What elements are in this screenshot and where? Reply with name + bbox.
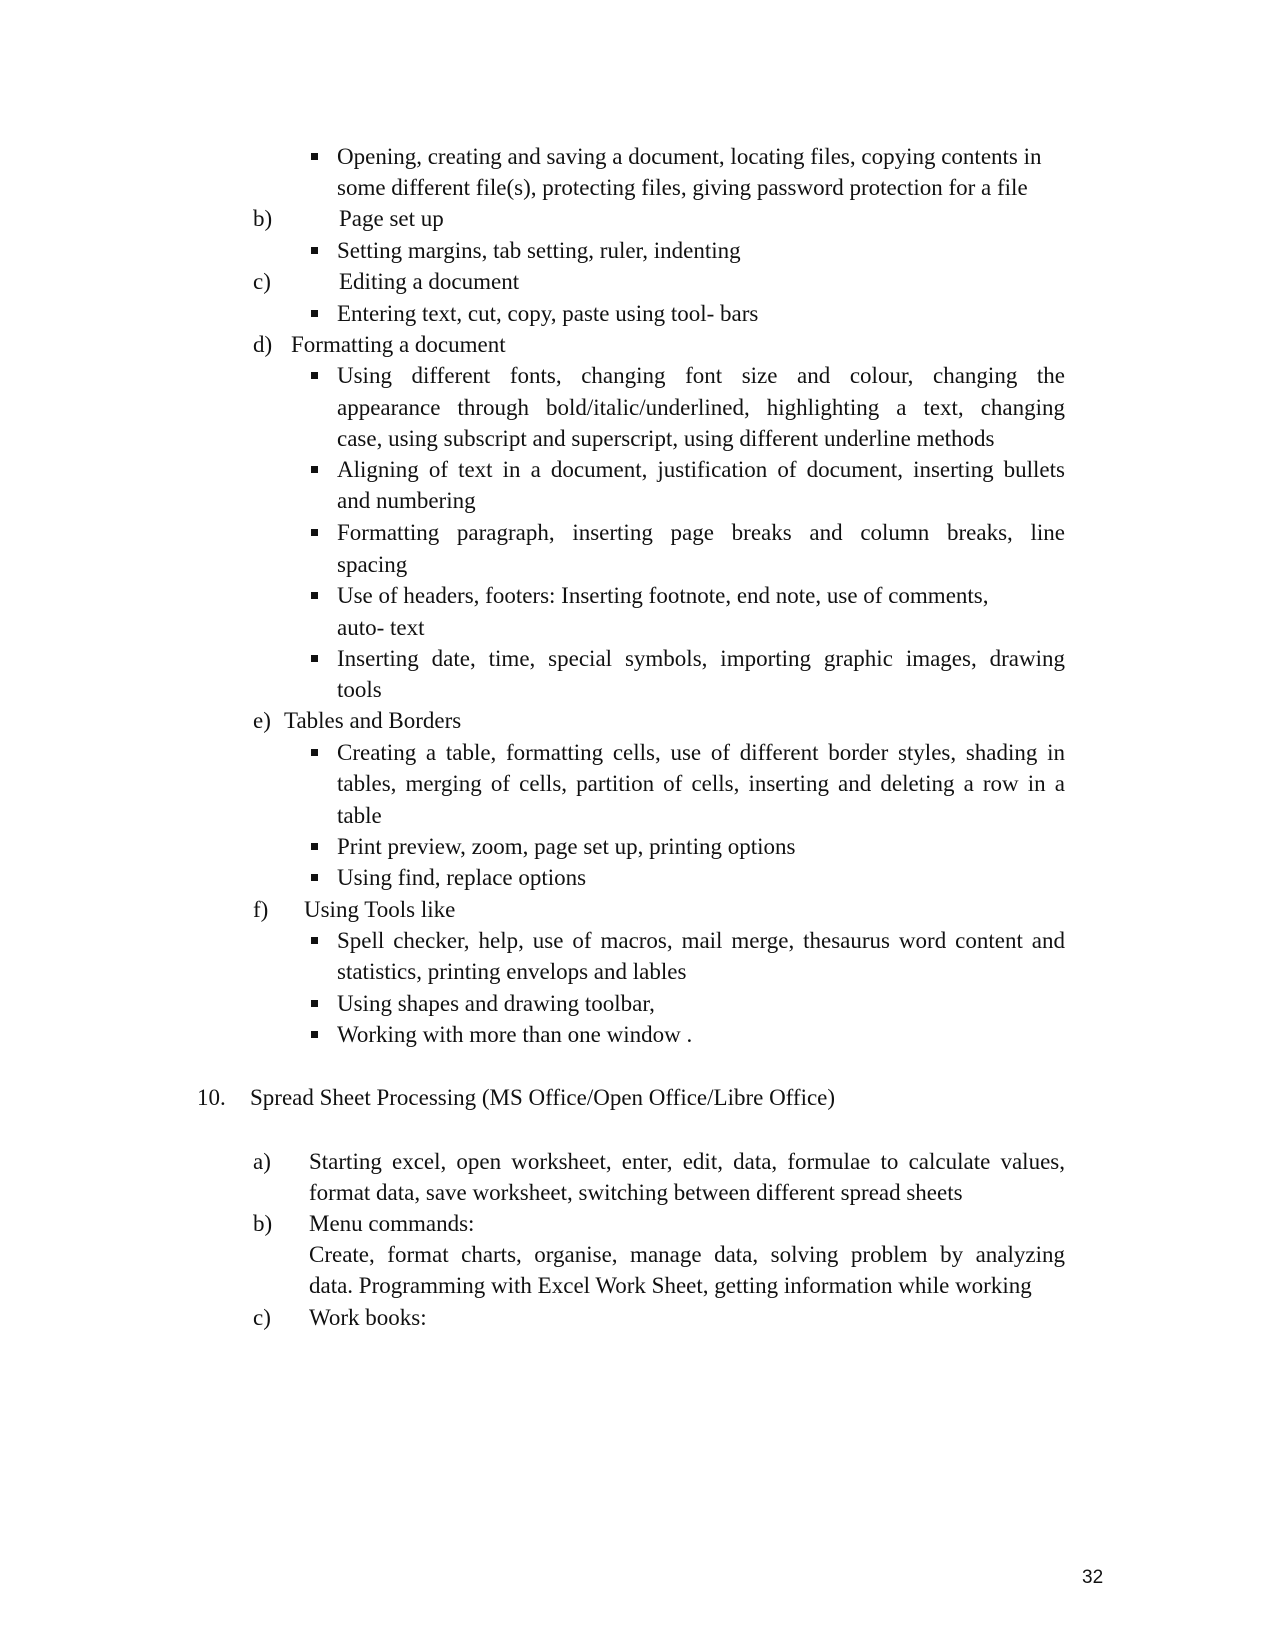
- bullet-text-line: Formatting paragraph, inserting page breaks and column breaks, line: [337, 520, 1065, 545]
- bullet-text-line: Opening, creating and saving a document, locating files, copying contents in: [337, 144, 1042, 169]
- item-title-tables: Tables and Borders: [284, 708, 462, 733]
- bullet-text-line: tools: [337, 677, 382, 702]
- bullet-text-line: some different file(s), protecting files, giving password protection for a file: [337, 175, 1028, 200]
- spreadsheet-item-text-line: Work books:: [309, 1305, 427, 1330]
- bullet-marker: [311, 466, 318, 473]
- item-label-e: e): [253, 708, 271, 733]
- item-label-d: d): [253, 332, 273, 357]
- bullet-marker: [311, 874, 318, 881]
- section-title: Spread Sheet Processing (MS Office/Open Office/Libre Office): [250, 1085, 836, 1110]
- page-number: 32: [1082, 1567, 1104, 1588]
- bullet-marker: [311, 749, 318, 756]
- bullet-text-line: spacing: [337, 552, 408, 577]
- bullet-marker: [311, 310, 318, 317]
- bullet-text-line: Setting margins, tab setting, ruler, indenting: [337, 238, 741, 263]
- bullet-marker: [311, 592, 318, 599]
- bullet-text-line: table: [337, 803, 382, 828]
- bullet-text-line: Using shapes and drawing toolbar,: [337, 991, 655, 1016]
- bullet-text-line: Entering text, cut, copy, paste using tool- bars: [337, 301, 759, 326]
- bullet-text-line: Spell checker, help, use of macros, mail merge, thesaurus word content and: [337, 928, 1065, 953]
- bullet-marker: [311, 247, 318, 254]
- spreadsheet-item-text-line: Menu commands:: [309, 1211, 475, 1236]
- bullet-text-line: Creating a table, formatting cells, use of different border styles, shading in: [337, 740, 1065, 765]
- item-label-f: f): [253, 897, 269, 922]
- bullet-text-line: Using find, replace options: [337, 865, 587, 890]
- bullet-text-line: auto- text: [337, 615, 425, 640]
- bullet-marker: [311, 937, 318, 944]
- bullet-marker: [311, 1000, 318, 1007]
- bullet-marker: [311, 372, 318, 379]
- bullet-text-line: tables, merging of cells, partition of cells, inserting and deleting a row in a: [337, 771, 1065, 796]
- spreadsheet-item-text-line: Starting excel, open worksheet, enter, edit, data, formulae to calculate values,: [309, 1149, 1065, 1174]
- item-title-tools: Using Tools like: [304, 897, 456, 922]
- bullet-text-line: Inserting date, time, special symbols, importing graphic images, drawing: [337, 646, 1065, 671]
- bullet-marker: [311, 153, 318, 160]
- bullet-marker: [311, 655, 318, 662]
- bullet-text-line: Using different fonts, changing font size and colour, changing the: [337, 363, 1065, 388]
- bullet-marker: [311, 1031, 318, 1038]
- bullet-text-line: statistics, printing envelops and lables: [337, 959, 687, 984]
- section-number: 10.: [197, 1085, 226, 1110]
- bullet-text-line: appearance through bold/italic/underlined, highlighting a text, changing: [337, 395, 1065, 420]
- spreadsheet-item-text-line: data. Programming with Excel Work Sheet, getting information while working: [309, 1273, 1032, 1298]
- spreadsheet-item-text-line: Create, format charts, organise, manage data, solving problem by analyzing: [309, 1242, 1065, 1267]
- bullet-text-line: and numbering: [337, 488, 476, 513]
- bullet-text-line: Use of headers, footers: Inserting footnote, end note, use of comments,: [337, 583, 989, 608]
- bullet-text-line: case, using subscript and superscript, using different underline methods: [337, 426, 995, 451]
- spreadsheet-item-label-a: a): [253, 1149, 271, 1174]
- item-title-editing: Editing a document: [339, 269, 520, 294]
- item-label-c: c): [253, 269, 271, 294]
- item-title-page-set-up: Page set up: [339, 206, 444, 231]
- bullet-text-line: Working with more than one window .: [337, 1022, 693, 1047]
- item-title-formatting: Formatting a document: [291, 332, 506, 357]
- bullet-marker: [311, 843, 318, 850]
- item-label-b: b): [253, 206, 273, 231]
- bullet-text-line: Print preview, zoom, page set up, printing options: [337, 834, 796, 859]
- spreadsheet-item-label-b: b): [253, 1211, 273, 1236]
- bullet-text-line: Aligning of text in a document, justification of document, inserting bullets: [337, 457, 1065, 482]
- bullet-marker: [311, 529, 318, 536]
- spreadsheet-item-text-line: format data, save worksheet, switching between different spread sheets: [309, 1180, 963, 1205]
- spreadsheet-item-label-c: c): [253, 1305, 271, 1330]
